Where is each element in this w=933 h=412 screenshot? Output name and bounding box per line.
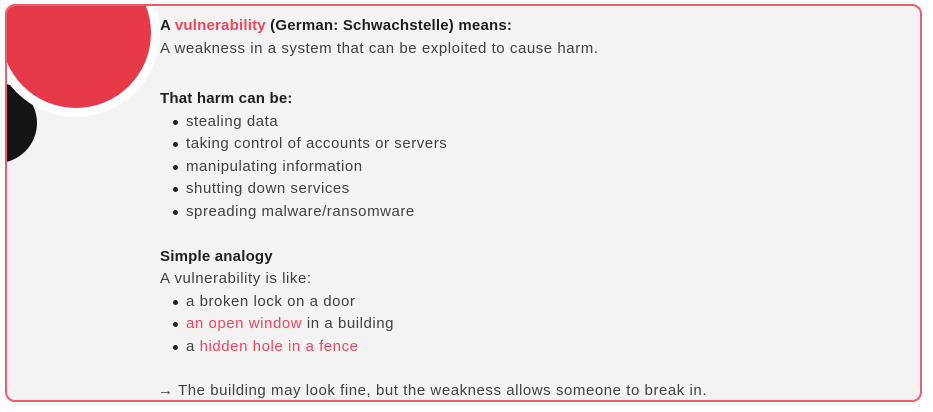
black-circle-decoration [5, 83, 37, 163]
definition-body: A weakness in a system that can be exploited to cause harm. [160, 39, 599, 57]
list-item: manipulating information [160, 156, 910, 179]
vulnerability-info-card [5, 4, 922, 402]
analogy-item-highlight: hidden hole in a fence [199, 337, 359, 355]
analogy-item-text: a broken lock on a door [186, 292, 356, 310]
list-item: shutting down services [160, 178, 910, 201]
definition-heading-suffix: (German: Schwachstelle) means: [265, 17, 513, 34]
list-item [160, 313, 910, 336]
conclusion-text: → The building may look fine, but the weakness allows someone to break in. [158, 381, 708, 399]
analogy-heading: Simple analogy [160, 247, 273, 265]
list-item: taking control of accounts or servers [160, 133, 910, 156]
analogy-item-highlight: an open window [186, 315, 303, 332]
list-item [160, 291, 910, 314]
list-item: stealing data [160, 111, 910, 134]
definition-heading [160, 15, 910, 38]
analogy-item-text: in a building [302, 315, 395, 332]
list-item: spreading malware/ransomware [160, 201, 910, 224]
analogy-item-text: a [186, 337, 200, 355]
definition-heading-prefix: A [160, 17, 175, 34]
list-item [160, 336, 910, 359]
red-circle-decoration [5, 4, 151, 108]
card-content [160, 15, 910, 402]
analogy-list [160, 291, 910, 359]
definition-heading-highlight: vulnerability [174, 17, 266, 34]
harm-list [160, 111, 910, 224]
harm-heading: That harm can be: [160, 90, 293, 107]
analogy-intro: A vulnerability is like: [160, 270, 312, 287]
